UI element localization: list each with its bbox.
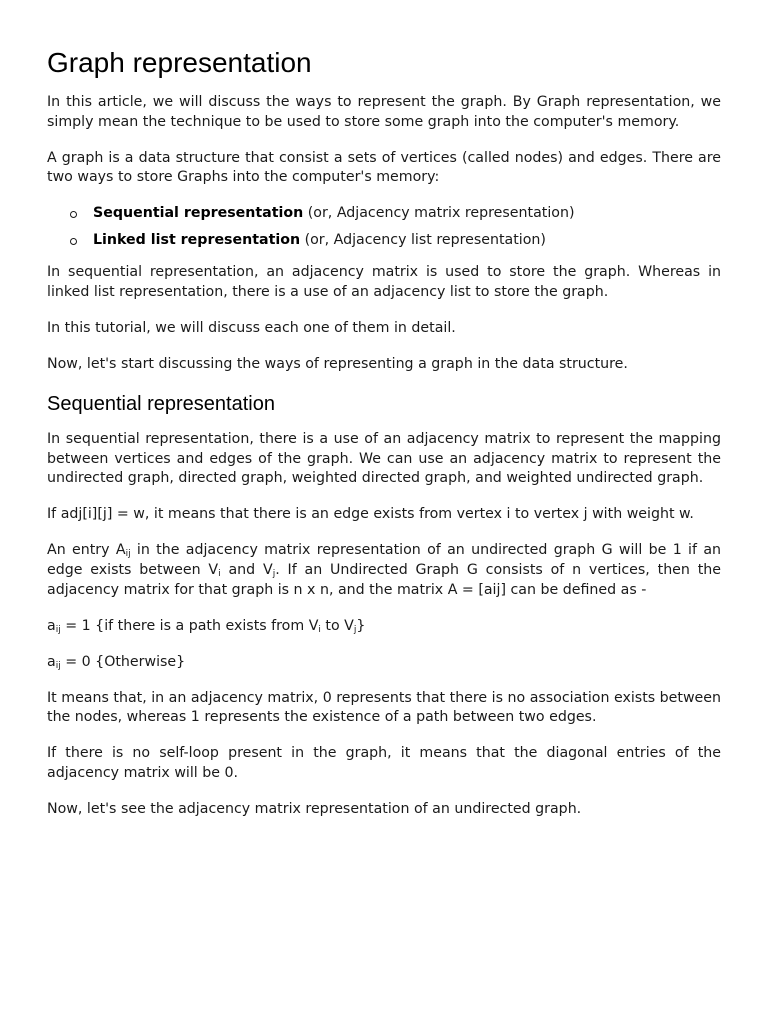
formula-otherwise [47, 653, 721, 673]
section-paragraph-1: In sequential representation, there is a use of an adjacency matrix to represent the mapping between vertices and edges of the graph. We can use an adjacency matrix to represent the undirected graph, directed graph, weighted directed graph, and weighted undirected graph. [47, 430, 721, 487]
formula-1-text-4: } [356, 617, 366, 634]
list-item-sequential [47, 204, 721, 224]
intro-paragraph-2: A graph is a data structure that consist a sets of vertices (called nodes) and edges. There are two ways to store Graphs into the computer's memory: [47, 149, 721, 186]
list-item-linked-list [47, 231, 721, 251]
formula-1-text-3: to V [320, 617, 354, 634]
section-paragraph-see-matrix: Now, let's see the adjacency matrix representation of an undirected graph. [47, 801, 582, 818]
hollow-circle-bullet-icon [70, 238, 77, 245]
paragraph-tutorial-note: In this tutorial, we will discuss each one of them in detail. [47, 319, 456, 336]
section-paragraph-adj-weight: If adj[i][j] = w, it means that there is an edge exists from vertex i to vertex j with weight w. [47, 506, 694, 523]
representation-list [47, 204, 721, 251]
formula-2-text-1: a [47, 653, 56, 670]
entry-text-1: An entry A [47, 542, 126, 559]
section-heading: Sequential representation [47, 392, 275, 415]
entry-text-2: in the adjacency matrix representation of an undirected graph G will be 1 if an edge exists between V [47, 542, 721, 578]
formula-1-subscript-i: i [318, 624, 321, 635]
formula-2-text-2: = 0 {Otherwise} [60, 653, 186, 670]
hollow-circle-bullet-icon [70, 211, 77, 218]
section-paragraph-entry [47, 541, 721, 600]
formula-1-text-2: = 1 {if there is a path exists from V [60, 617, 319, 634]
paragraph-start-discussing: Now, let's start discussing the ways of representing a graph in the data structure. [47, 355, 628, 372]
entry-subscript-i: i [218, 568, 221, 579]
entry-subscript-j: j [272, 568, 276, 579]
intro-paragraph-1: In this article, we will discuss the ways to represent the graph. By Graph representation, we simply mean the technique to be used to store some graph into the computer's memory. [47, 94, 721, 130]
formula-1-subscript-j: j [353, 624, 357, 635]
paragraph-sequential-vs-linked: In sequential representation, an adjacency matrix is used to store the graph. Whereas in linked list representation, there is a use of an adjacency list to store the graph. [47, 264, 721, 300]
formula-1-text-1: a [47, 617, 56, 634]
list-item-rest-text: (or, Adjacency list representation) [300, 232, 546, 249]
formula-path-exists [47, 617, 721, 637]
section-paragraph-self-loop: If there is no self-loop present in the graph, it means that the diagonal entries of the adjacency matrix will be 0. [47, 745, 721, 782]
page-title: Graph representation [47, 47, 312, 78]
entry-text-4: . If an Undirected Graph G consists of n vertices, then the adjacency matrix for that graph is n x n, and the matrix A = [aij] can be defined as - [47, 561, 722, 598]
formula-1-subscript-ij: ij [55, 624, 61, 635]
entry-text-3: and V [220, 561, 273, 578]
formula-2-subscript-ij: ij [55, 660, 61, 671]
list-item-rest-text: (or, Adjacency matrix representation) [303, 205, 575, 222]
entry-subscript-ij: ij [125, 549, 131, 560]
list-item-bold-label: Linked list representation [93, 232, 301, 249]
section-paragraph-meaning: It means that, in an adjacency matrix, 0 represents that there is no association exists between the nodes, whereas 1 represents the existence of a path between two edges. [47, 689, 722, 726]
list-item-bold-label: Sequential representation [93, 205, 304, 222]
